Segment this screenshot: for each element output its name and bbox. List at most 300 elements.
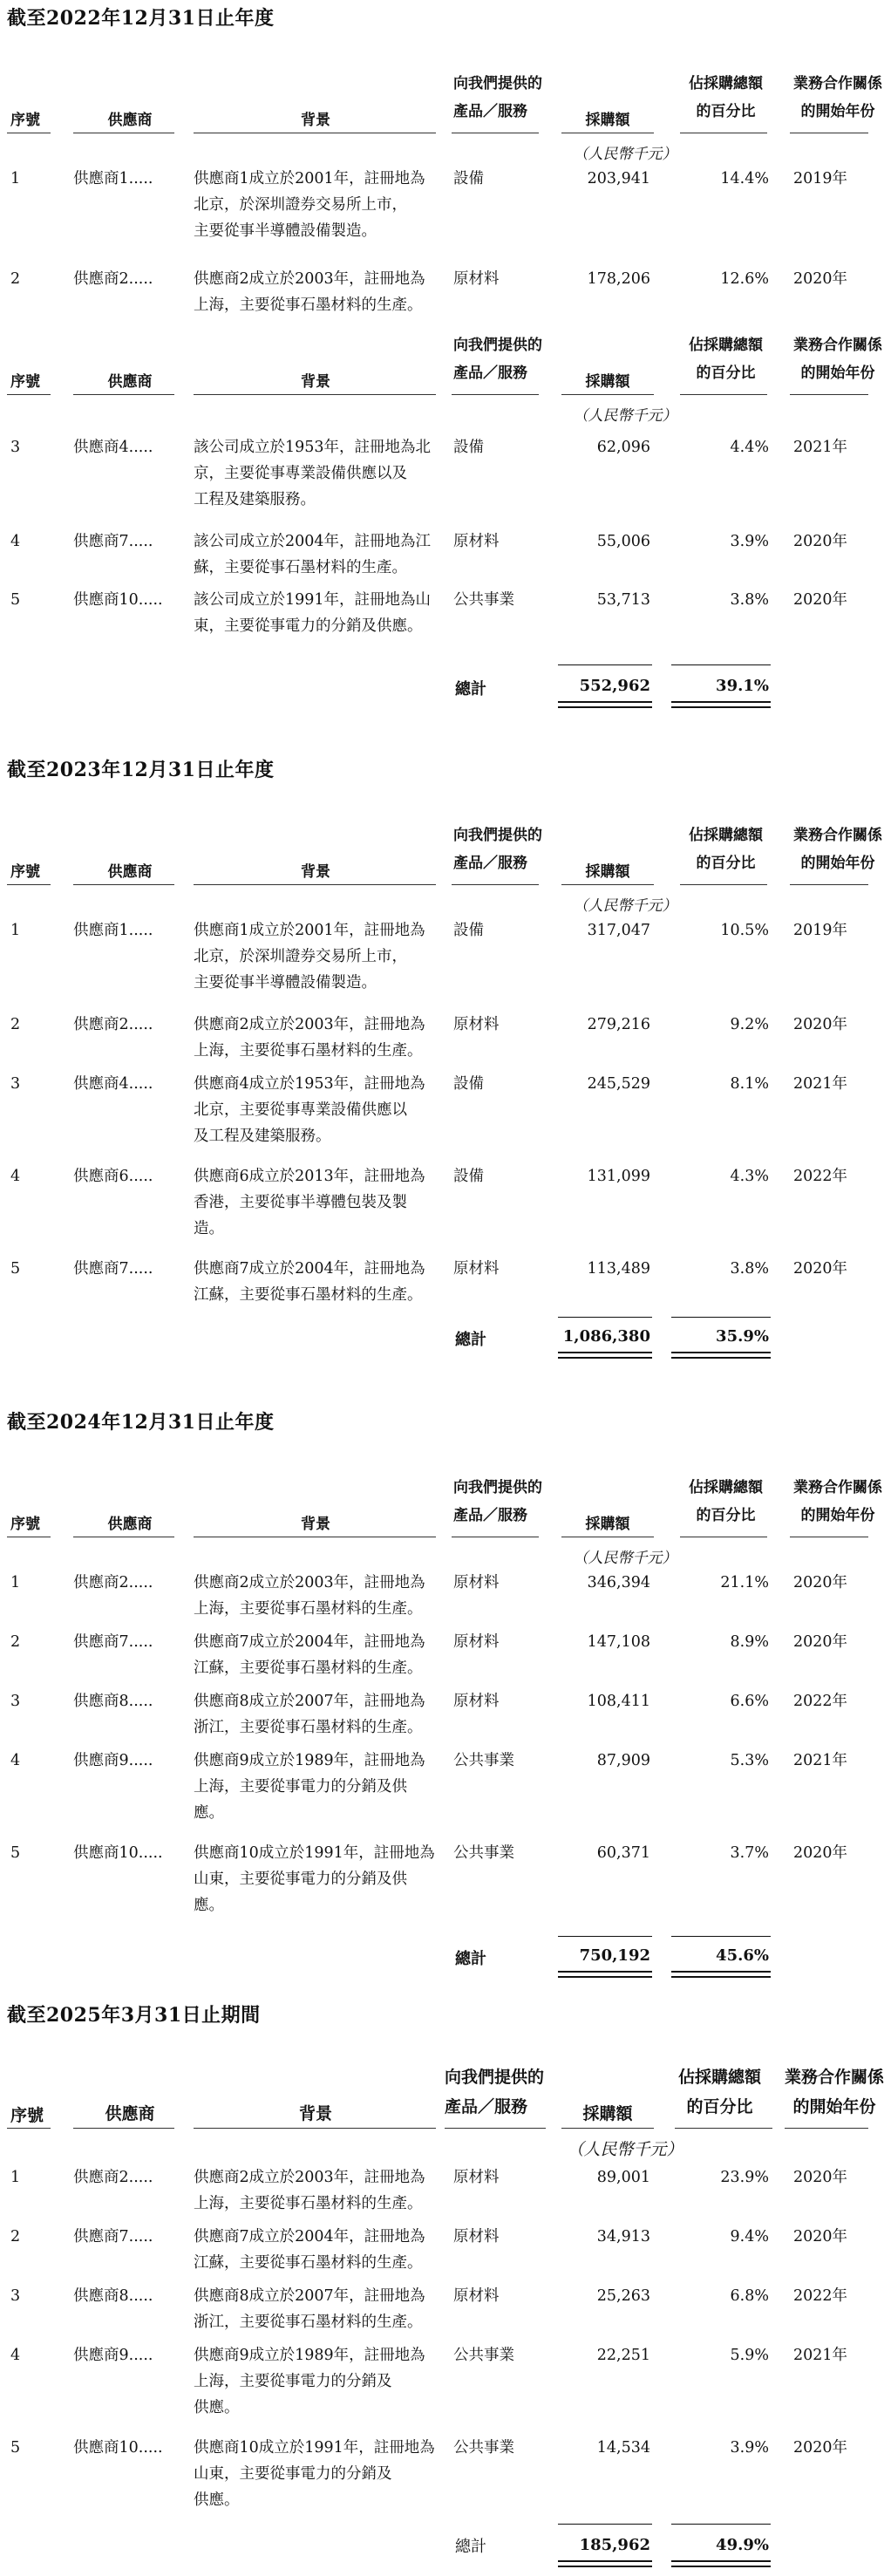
- col-header-year-line1: 業務合作關係: [785, 2068, 884, 2087]
- row-amount: 22,251: [596, 2347, 650, 2364]
- row-percentage: 14.4%: [720, 170, 769, 187]
- row-number: 4: [10, 2347, 21, 2364]
- row-percentage: 21.1%: [720, 1574, 769, 1591]
- header-underline: [452, 884, 539, 885]
- row-background-line: 京，主要從事專業設備供應以及: [194, 465, 407, 482]
- col-header-pct-line2: 的百分比: [696, 1507, 756, 1524]
- col-header-no: 序號: [10, 373, 40, 391]
- col-header-product-line1: 向我們提供的: [453, 827, 542, 844]
- row-background-line: 山東，主要從事電力的分銷及供: [194, 1871, 407, 1888]
- row-product: 原材料: [453, 2169, 500, 2186]
- row-background: [194, 2435, 446, 2513]
- total-label: 總計: [455, 1950, 486, 1968]
- row-background: [194, 1688, 446, 1741]
- row-background: [194, 2283, 446, 2335]
- row-background: [194, 1570, 446, 1622]
- row-amount: 245,529: [587, 1075, 650, 1093]
- col-header-amount: 採購額: [585, 863, 630, 881]
- total-label: 總計: [455, 2538, 486, 2556]
- row-background-line: 該公司成立於1953年，註冊地為北: [194, 439, 432, 456]
- total-double-underline: [558, 701, 652, 708]
- total-double-underline: [671, 1352, 771, 1359]
- row-percentage: 9.2%: [730, 1016, 769, 1033]
- row-start-year: 2020年: [793, 591, 848, 609]
- row-background-line: 供應商10成立於1991年，註冊地為: [194, 1844, 435, 1862]
- row-background: [194, 1840, 446, 1918]
- total-amount: 1,086,380: [562, 1327, 650, 1346]
- col-header-pct: [678, 2067, 761, 2117]
- row-supplier: 供應商4.....: [73, 439, 153, 456]
- col-header-background: 背景: [301, 112, 330, 129]
- row-start-year: 2022年: [793, 2287, 848, 2305]
- header-underline: [7, 394, 51, 395]
- row-start-year: 2019年: [793, 922, 848, 939]
- row-amount: 87,909: [596, 1752, 650, 1769]
- row-percentage: 6.8%: [730, 2287, 769, 2305]
- header-underline: [675, 2128, 772, 2129]
- row-number: 3: [10, 2287, 21, 2305]
- col-header-pct-line2: 的百分比: [696, 103, 756, 120]
- header-underline: [785, 2128, 868, 2129]
- col-header-year-line1: 業務合作關係: [793, 337, 882, 354]
- unit-label: （人民幣千元）: [567, 2140, 683, 2159]
- col-header-amount: 採購額: [582, 2104, 633, 2123]
- row-background-line: 浙江，主要從事石墨材料的生產。: [194, 2314, 423, 2331]
- row-background-line: 該公司成立於1991年，註冊地為山: [194, 591, 432, 609]
- total-amount: 185,962: [579, 2536, 650, 2554]
- col-header-no: 序號: [10, 2106, 44, 2125]
- header-underline: [790, 884, 868, 885]
- col-header-product: [453, 73, 542, 122]
- row-number: 2: [10, 1016, 21, 1033]
- row-product: 設備: [453, 922, 484, 939]
- col-header-year: [793, 73, 882, 122]
- row-background-line: 供應商2成立於2003年，註冊地為: [194, 2169, 425, 2186]
- row-number: 1: [10, 1574, 21, 1591]
- header-underline: [73, 394, 174, 395]
- col-header-background: 背景: [301, 373, 330, 391]
- row-background-line: 上海，主要從事石墨材料的生產。: [194, 296, 423, 314]
- row-percentage: 8.1%: [730, 1075, 769, 1093]
- total-percentage: 49.9%: [716, 2536, 769, 2554]
- row-start-year: 2019年: [793, 170, 848, 187]
- row-number: 5: [10, 1260, 21, 1278]
- row-supplier: 供應商6.....: [73, 1168, 153, 1185]
- col-header-supplier: 供應商: [107, 863, 153, 881]
- col-header-product-line1: 向我們提供的: [453, 1479, 542, 1496]
- row-amount: 14,534: [596, 2439, 650, 2457]
- row-product: 公共事業: [453, 1752, 514, 1769]
- row-product: 設備: [453, 170, 484, 187]
- section-title: 截至2025年3月31日止期間: [7, 2004, 261, 2027]
- row-supplier: 供應商2.....: [73, 2169, 153, 2186]
- row-background-line: 香港，主要從事半導體包裝及製: [194, 1194, 407, 1211]
- col-header-amount: 採購額: [585, 1516, 630, 1533]
- row-product: 原材料: [453, 1574, 500, 1591]
- row-percentage: 3.8%: [730, 591, 769, 609]
- row-product: 原材料: [453, 2228, 500, 2245]
- total-double-underline: [671, 1971, 771, 1978]
- total-double-underline: [671, 2560, 771, 2567]
- row-amount: 89,001: [596, 2169, 650, 2186]
- row-amount: 147,108: [587, 1633, 650, 1651]
- row-background-line: 北京，於深圳證券交易所上市，: [194, 196, 407, 214]
- row-amount: 203,941: [587, 170, 650, 187]
- row-percentage: 3.8%: [730, 1260, 769, 1278]
- row-background: [194, 1256, 446, 1308]
- row-supplier: 供應商1.....: [73, 170, 153, 187]
- total-double-underline: [671, 701, 771, 708]
- row-background-line: 江蘇，主要從事石墨材料的生產。: [194, 1659, 423, 1677]
- row-amount: 25,263: [596, 2287, 650, 2305]
- row-number: 3: [10, 1693, 21, 1710]
- row-number: 1: [10, 2169, 21, 2186]
- row-percentage: 5.9%: [730, 2347, 769, 2364]
- row-product: 公共事業: [453, 2439, 514, 2457]
- row-background-line: 及工程及建築服務。: [194, 1128, 331, 1145]
- col-header-product-line1: 向我們提供的: [453, 337, 542, 354]
- header-underline: [452, 394, 539, 395]
- col-header-product-line2: 產品／服務: [453, 365, 527, 382]
- row-background-line: 供應商9成立於1989年，註冊地為: [194, 2347, 425, 2364]
- col-header-year-line2: 的開始年份: [800, 365, 875, 382]
- col-header-no: 序號: [10, 112, 40, 129]
- row-background-line: 江蘇，主要從事石墨材料的生產。: [194, 2254, 423, 2272]
- row-percentage: 12.6%: [720, 270, 769, 288]
- header-underline: [7, 884, 51, 885]
- header-underline: [7, 2128, 51, 2129]
- row-number: 2: [10, 2228, 21, 2245]
- unit-label: （人民幣千元）: [573, 146, 677, 163]
- row-start-year: 2020年: [793, 2169, 848, 2186]
- total-top-line: [558, 664, 652, 665]
- row-background-line: 供應商6成立於2013年，註冊地為: [194, 1168, 425, 1185]
- row-background: [194, 1629, 446, 1681]
- header-underline: [561, 884, 654, 885]
- header-underline: [680, 884, 767, 885]
- col-header-pct: [689, 335, 763, 384]
- row-background-line: 工程及建築服務。: [194, 491, 316, 508]
- row-product: 公共事業: [453, 1844, 514, 1862]
- row-number: 2: [10, 1633, 21, 1651]
- row-percentage: 4.4%: [730, 439, 769, 456]
- row-amount: 53,713: [596, 591, 650, 609]
- col-header-amount: 採購額: [585, 373, 630, 391]
- row-start-year: 2020年: [793, 1844, 848, 1862]
- col-header-supplier: 供應商: [105, 2104, 155, 2123]
- col-header-background: 背景: [298, 2104, 332, 2123]
- row-number: 5: [10, 1844, 21, 1862]
- row-background-line: 供應商2成立於2003年，註冊地為: [194, 1574, 425, 1591]
- row-background-line: 造。: [194, 1220, 224, 1237]
- section-title: 截至2024年12月31日止年度: [7, 1411, 275, 1434]
- row-start-year: 2021年: [793, 1752, 848, 1769]
- row-start-year: 2021年: [793, 439, 848, 456]
- row-percentage: 3.9%: [730, 533, 769, 550]
- section-title: 截至2023年12月31日止年度: [7, 759, 275, 781]
- row-number: 1: [10, 922, 21, 939]
- col-header-year-line2: 的開始年份: [792, 2097, 876, 2116]
- row-number: 5: [10, 2439, 21, 2457]
- col-header-product-line2: 產品／服務: [453, 855, 527, 872]
- row-background-line: 供應商1成立於2001年，註冊地為: [194, 922, 425, 939]
- col-header-pct-line2: 的百分比: [696, 855, 756, 872]
- row-background-line: 北京，於深圳證券交易所上市，: [194, 948, 407, 965]
- row-background-line: 東，主要從事電力的分銷及供應。: [194, 617, 423, 635]
- row-amount: 279,216: [587, 1016, 650, 1033]
- total-label: 總計: [455, 680, 486, 699]
- col-header-pct: [689, 73, 763, 122]
- header-underline: [445, 2128, 546, 2129]
- row-product: 原材料: [453, 533, 500, 550]
- col-header-product: [453, 1477, 542, 1526]
- row-supplier: 供應商9.....: [73, 2347, 153, 2364]
- col-header-year: [793, 825, 882, 874]
- row-background: [194, 434, 446, 513]
- row-background-line: 上海，主要從事石墨材料的生產。: [194, 1600, 423, 1618]
- row-background-line: 北京，主要從事專業設備供應以: [194, 1101, 407, 1119]
- row-product: 原材料: [453, 270, 500, 288]
- row-supplier: 供應商7.....: [73, 2228, 153, 2245]
- row-supplier: 供應商7.....: [73, 533, 153, 550]
- row-background-line: 上海，主要從事石墨材料的生產。: [194, 2195, 423, 2212]
- row-product: 原材料: [453, 1633, 500, 1651]
- col-header-pct-line2: 的百分比: [696, 365, 756, 382]
- row-start-year: 2022年: [793, 1693, 848, 1710]
- row-supplier: 供應商8.....: [73, 1693, 153, 1710]
- row-background-line: 應。: [194, 1804, 224, 1822]
- row-amount: 60,371: [596, 1844, 650, 1862]
- row-start-year: 2020年: [793, 1260, 848, 1278]
- col-header-pct-line1: 佔採購總額: [689, 1479, 763, 1496]
- row-start-year: 2020年: [793, 1016, 848, 1033]
- row-background: [194, 528, 446, 581]
- col-header-pct-line1: 佔採購總額: [689, 827, 763, 844]
- row-start-year: 2021年: [793, 1075, 848, 1093]
- row-background-line: 主要從事半導體設備製造。: [194, 222, 377, 240]
- col-header-year-line1: 業務合作關係: [793, 1479, 882, 1496]
- row-start-year: 2021年: [793, 2347, 848, 2364]
- row-background-line: 供應商1成立於2001年，註冊地為: [194, 170, 425, 187]
- row-supplier: 供應商7.....: [73, 1633, 153, 1651]
- total-top-line: [558, 2524, 652, 2525]
- total-top-line: [671, 1317, 771, 1318]
- row-number: 3: [10, 439, 21, 456]
- total-double-underline: [558, 2560, 652, 2567]
- col-header-year: [793, 1477, 882, 1526]
- row-background: [194, 1163, 446, 1242]
- total-label: 總計: [455, 1331, 486, 1349]
- row-background-line: 供應商7成立於2004年，註冊地為: [194, 2228, 425, 2245]
- row-supplier: 供應商4.....: [73, 1075, 153, 1093]
- row-percentage: 9.4%: [730, 2228, 769, 2245]
- row-amount: 346,394: [587, 1574, 650, 1591]
- row-percentage: 8.9%: [730, 1633, 769, 1651]
- col-header-pct: [689, 825, 763, 874]
- row-start-year: 2020年: [793, 533, 848, 550]
- row-supplier: 供應商7.....: [73, 1260, 153, 1278]
- total-percentage: 35.9%: [716, 1327, 769, 1346]
- col-header-no: 序號: [10, 1516, 40, 1533]
- col-header-year: [785, 2067, 884, 2117]
- col-header-product-line2: 產品／服務: [453, 1507, 527, 1524]
- row-background-line: 供應商8成立於2007年，註冊地為: [194, 1693, 425, 1710]
- header-underline: [561, 394, 654, 395]
- col-header-supplier: 供應商: [107, 373, 153, 391]
- row-background-line: 供應商9成立於1989年，註冊地為: [194, 1752, 425, 1769]
- row-background-line: 供應商2成立於2003年，註冊地為: [194, 270, 425, 288]
- col-header-year-line2: 的開始年份: [800, 103, 875, 120]
- row-supplier: 供應商10.....: [73, 591, 163, 609]
- row-percentage: 5.3%: [730, 1752, 769, 1769]
- row-background-line: 供應商7成立於2004年，註冊地為: [194, 1260, 425, 1278]
- col-header-year: [793, 335, 882, 384]
- row-percentage: 23.9%: [720, 2169, 769, 2186]
- row-start-year: 2020年: [793, 2439, 848, 2457]
- row-product: 原材料: [453, 1016, 500, 1033]
- row-number: 5: [10, 591, 21, 609]
- row-background-line: 供應。: [194, 2399, 240, 2416]
- row-percentage: 10.5%: [720, 922, 769, 939]
- header-underline: [561, 2128, 654, 2129]
- total-top-line: [558, 1317, 652, 1318]
- row-amount: 178,206: [587, 270, 650, 288]
- row-background-line: 該公司成立於2004年，註冊地為江: [194, 533, 432, 550]
- col-header-year-line2: 的開始年份: [800, 1507, 875, 1524]
- col-header-background: 背景: [301, 1516, 330, 1533]
- row-supplier: 供應商2.....: [73, 1016, 153, 1033]
- col-header-product: [445, 2067, 544, 2117]
- col-header-pct-line1: 佔採購總額: [689, 337, 763, 354]
- row-percentage: 4.3%: [730, 1168, 769, 1185]
- header-underline: [194, 884, 436, 885]
- row-product: 公共事業: [453, 591, 514, 609]
- section-title: 截至2022年12月31日止年度: [7, 7, 275, 30]
- col-header-year-line1: 業務合作關係: [793, 75, 882, 92]
- row-background-line: 供應商7成立於2004年，註冊地為: [194, 1633, 425, 1651]
- row-start-year: 2020年: [793, 1633, 848, 1651]
- row-number: 3: [10, 1075, 21, 1093]
- row-amount: 317,047: [587, 922, 650, 939]
- row-product: 設備: [453, 1075, 484, 1093]
- total-top-line: [558, 1936, 652, 1937]
- total-percentage: 45.6%: [716, 1946, 769, 1965]
- col-header-pct-line2: 的百分比: [686, 2097, 753, 2116]
- row-start-year: 2020年: [793, 2228, 848, 2245]
- header-underline: [73, 2128, 174, 2129]
- row-background: [194, 917, 446, 996]
- row-supplier: 供應商1.....: [73, 922, 153, 939]
- row-background-line: 供應商2成立於2003年，註冊地為: [194, 1016, 425, 1033]
- row-start-year: 2020年: [793, 1574, 848, 1591]
- total-double-underline: [558, 1971, 652, 1978]
- row-background: [194, 2224, 446, 2276]
- row-product: 設備: [453, 1168, 484, 1185]
- row-background-line: 供應商8成立於2007年，註冊地為: [194, 2287, 425, 2305]
- row-background-line: 供應。: [194, 2491, 240, 2509]
- row-background: [194, 1748, 446, 1826]
- col-header-no: 序號: [10, 863, 40, 881]
- col-header-product: [453, 825, 542, 874]
- row-background: [194, 1071, 446, 1149]
- row-supplier: 供應商2.....: [73, 270, 153, 288]
- row-background: [194, 2342, 446, 2421]
- col-header-year-line2: 的開始年份: [800, 855, 875, 872]
- total-top-line: [671, 2524, 771, 2525]
- col-header-year-line1: 業務合作關係: [793, 827, 882, 844]
- row-number: 4: [10, 1168, 21, 1185]
- row-background-line: 上海，主要從事電力的分銷及: [194, 2373, 392, 2390]
- row-start-year: 2022年: [793, 1168, 848, 1185]
- row-supplier: 供應商8.....: [73, 2287, 153, 2305]
- col-header-amount: 採購額: [585, 112, 630, 129]
- col-header-product-line1: 向我們提供的: [445, 2068, 545, 2087]
- total-amount: 750,192: [579, 1946, 650, 1965]
- header-underline: [194, 2128, 436, 2129]
- col-header-pct: [689, 1477, 763, 1526]
- row-background-line: 供應商10成立於1991年，註冊地為: [194, 2439, 435, 2457]
- row-amount: 108,411: [587, 1693, 650, 1710]
- unit-label: （人民幣千元）: [573, 897, 677, 915]
- col-header-product: [453, 335, 542, 384]
- row-percentage: 6.6%: [730, 1693, 769, 1710]
- header-underline: [790, 394, 868, 395]
- row-supplier: 供應商2.....: [73, 1574, 153, 1591]
- col-header-background: 背景: [301, 863, 330, 881]
- row-background-line: 供應商4成立於1953年，註冊地為: [194, 1075, 425, 1093]
- col-header-product-line1: 向我們提供的: [453, 75, 542, 92]
- col-header-supplier: 供應商: [107, 112, 153, 129]
- total-top-line: [671, 1936, 771, 1937]
- row-background-line: 上海，主要從事電力的分銷及供: [194, 1778, 407, 1796]
- row-amount: 62,096: [596, 439, 650, 456]
- row-background-line: 蘇，主要從事石墨材料的生產。: [194, 559, 407, 576]
- row-product: 原材料: [453, 1260, 500, 1278]
- row-amount: 55,006: [596, 533, 650, 550]
- row-number: 4: [10, 1752, 21, 1769]
- col-header-supplier: 供應商: [107, 1516, 153, 1533]
- row-background-line: 應。: [194, 1897, 224, 1914]
- row-start-year: 2020年: [793, 270, 848, 288]
- row-background: [194, 266, 446, 318]
- row-background-line: 山東，主要從事電力的分銷及: [194, 2465, 392, 2483]
- total-amount: 552,962: [579, 677, 650, 695]
- row-background-line: 上海，主要從事石墨材料的生產。: [194, 1042, 423, 1060]
- row-product: 公共事業: [453, 2347, 514, 2364]
- row-background: [194, 587, 446, 639]
- total-double-underline: [558, 1352, 652, 1359]
- row-amount: 113,489: [587, 1260, 650, 1278]
- col-header-pct-line1: 佔採購總額: [678, 2068, 762, 2087]
- row-supplier: 供應商10.....: [73, 1844, 163, 1862]
- row-number: 4: [10, 533, 21, 550]
- row-background-line: 浙江，主要從事石墨材料的生產。: [194, 1719, 423, 1736]
- header-underline: [73, 884, 174, 885]
- header-underline: [194, 394, 436, 395]
- col-header-product-line2: 產品／服務: [453, 103, 527, 120]
- row-percentage: 3.9%: [730, 2439, 769, 2457]
- row-number: 2: [10, 270, 21, 288]
- row-background-line: 主要從事半導體設備製造。: [194, 974, 377, 992]
- row-background: [194, 166, 446, 244]
- row-number: 1: [10, 170, 21, 187]
- row-supplier: 供應商10.....: [73, 2439, 163, 2457]
- row-background: [194, 2164, 446, 2217]
- col-header-product-line2: 產品／服務: [445, 2097, 528, 2116]
- unit-label: （人民幣千元）: [573, 407, 677, 425]
- row-percentage: 3.7%: [730, 1844, 769, 1862]
- row-background-line: 江蘇，主要從事石墨材料的生產。: [194, 1286, 423, 1304]
